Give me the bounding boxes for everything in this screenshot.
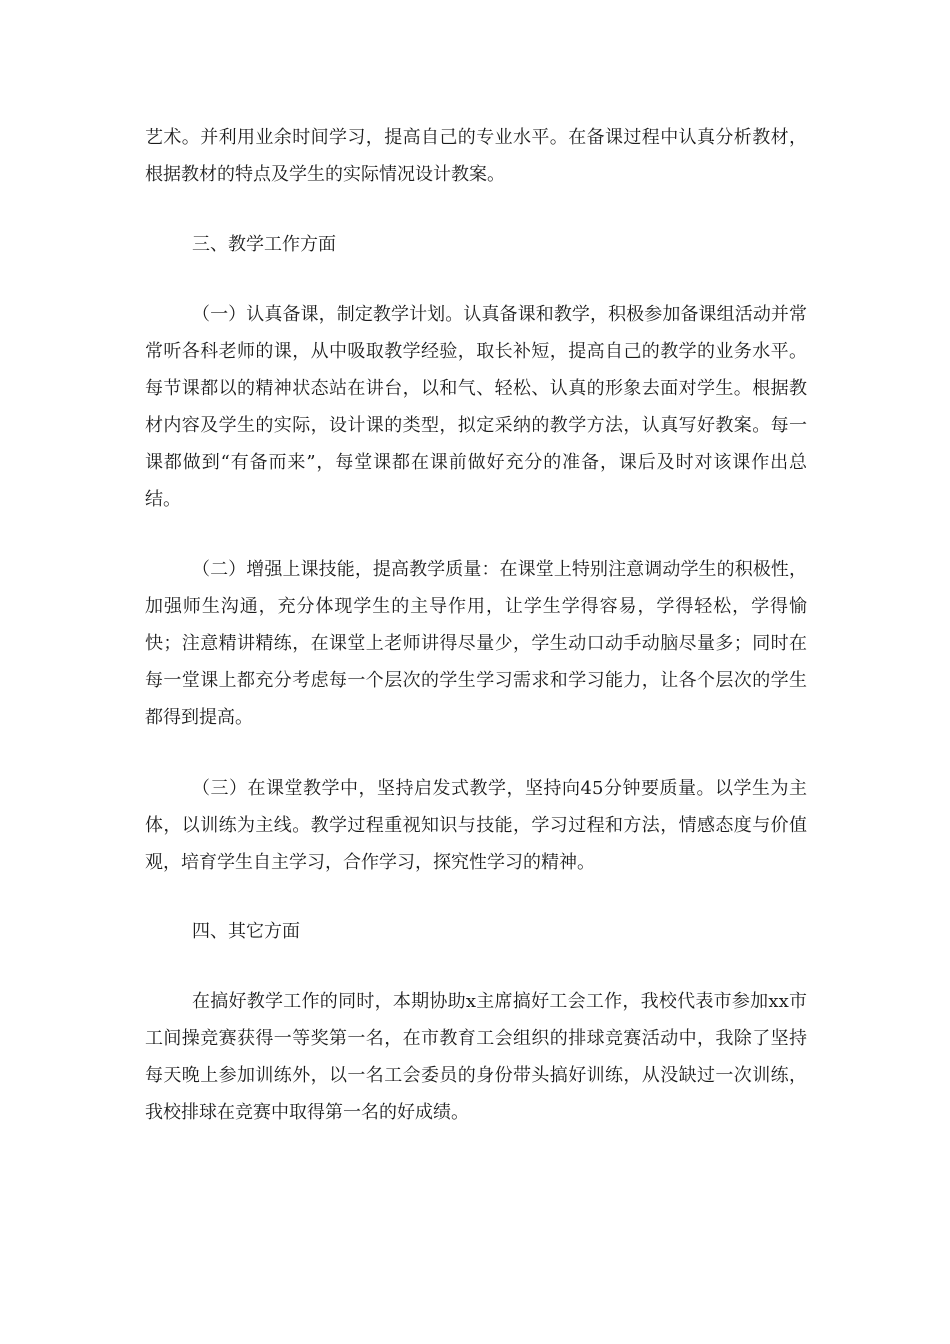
paragraph-teaching-skills: （二）增强上课技能，提高教学质量：在课堂上特别注意调动学生的积极性，加强师生沟通，充分体现学生的主导作用，让学生学得容易，学得轻松，学得愉快；注意精讲精练，在课堂上老师讲得尽量少，学生动口动手动脑尽量多；同时在每一堂课上都充分考虑每一个层次的学生学习需求和学习能力，让各个层次的学生都得到提高。 <box>145 559 807 728</box>
section-heading-other-aspects: 四、其它方面 <box>192 921 300 942</box>
paragraph-continuation: 艺术。并利用业余时间学习，提高自己的专业水平。在备课过程中认真分析教材，根据教材的特点及学生的实际情况设计教案。 <box>145 127 807 185</box>
paragraph-lesson-preparation: （一）认真备课，制定教学计划。认真备课和教学，积极参加备课组活动并常常听各科老师的课，从中吸取教学经验，取长补短，提高自己的教学的业务水平。每节课都以的精神状态站在讲台，以和气、轻松、认真的形象去面对学生。根据教材内容及学生的实际，设计课的类型，拟定采纳的教学方法，认真写好教案。每一课都做到“有备而来”，每堂课都在课前做好充分的准备，课后及时对该课作出总结。 <box>145 304 807 510</box>
paragraph-classroom-teaching: （三）在课堂教学中，坚持启发式教学，坚持向45分钟要质量。以学生为主体，以训练为主线。教学过程重视知识与技能，学习过程和方法，情感态度与价值观，培育学生自主学习，合作学习，探究性学习的精神。 <box>145 778 807 873</box>
paragraph-union-work: 在搞好教学工作的同时，本期协助x主席搞好工会工作，我校代表市参加xx市工间操竞赛获得一等奖第一名，在市教育工会组织的排球竞赛活动中，我除了坚持每天晚上参加训练外，以一名工会委员的身份带头搞好训练，从没缺过一次训练，我校排球在竞赛中取得第一名的好成绩。 <box>145 991 807 1123</box>
section-heading-teaching-work: 三、教学工作方面 <box>192 234 336 255</box>
